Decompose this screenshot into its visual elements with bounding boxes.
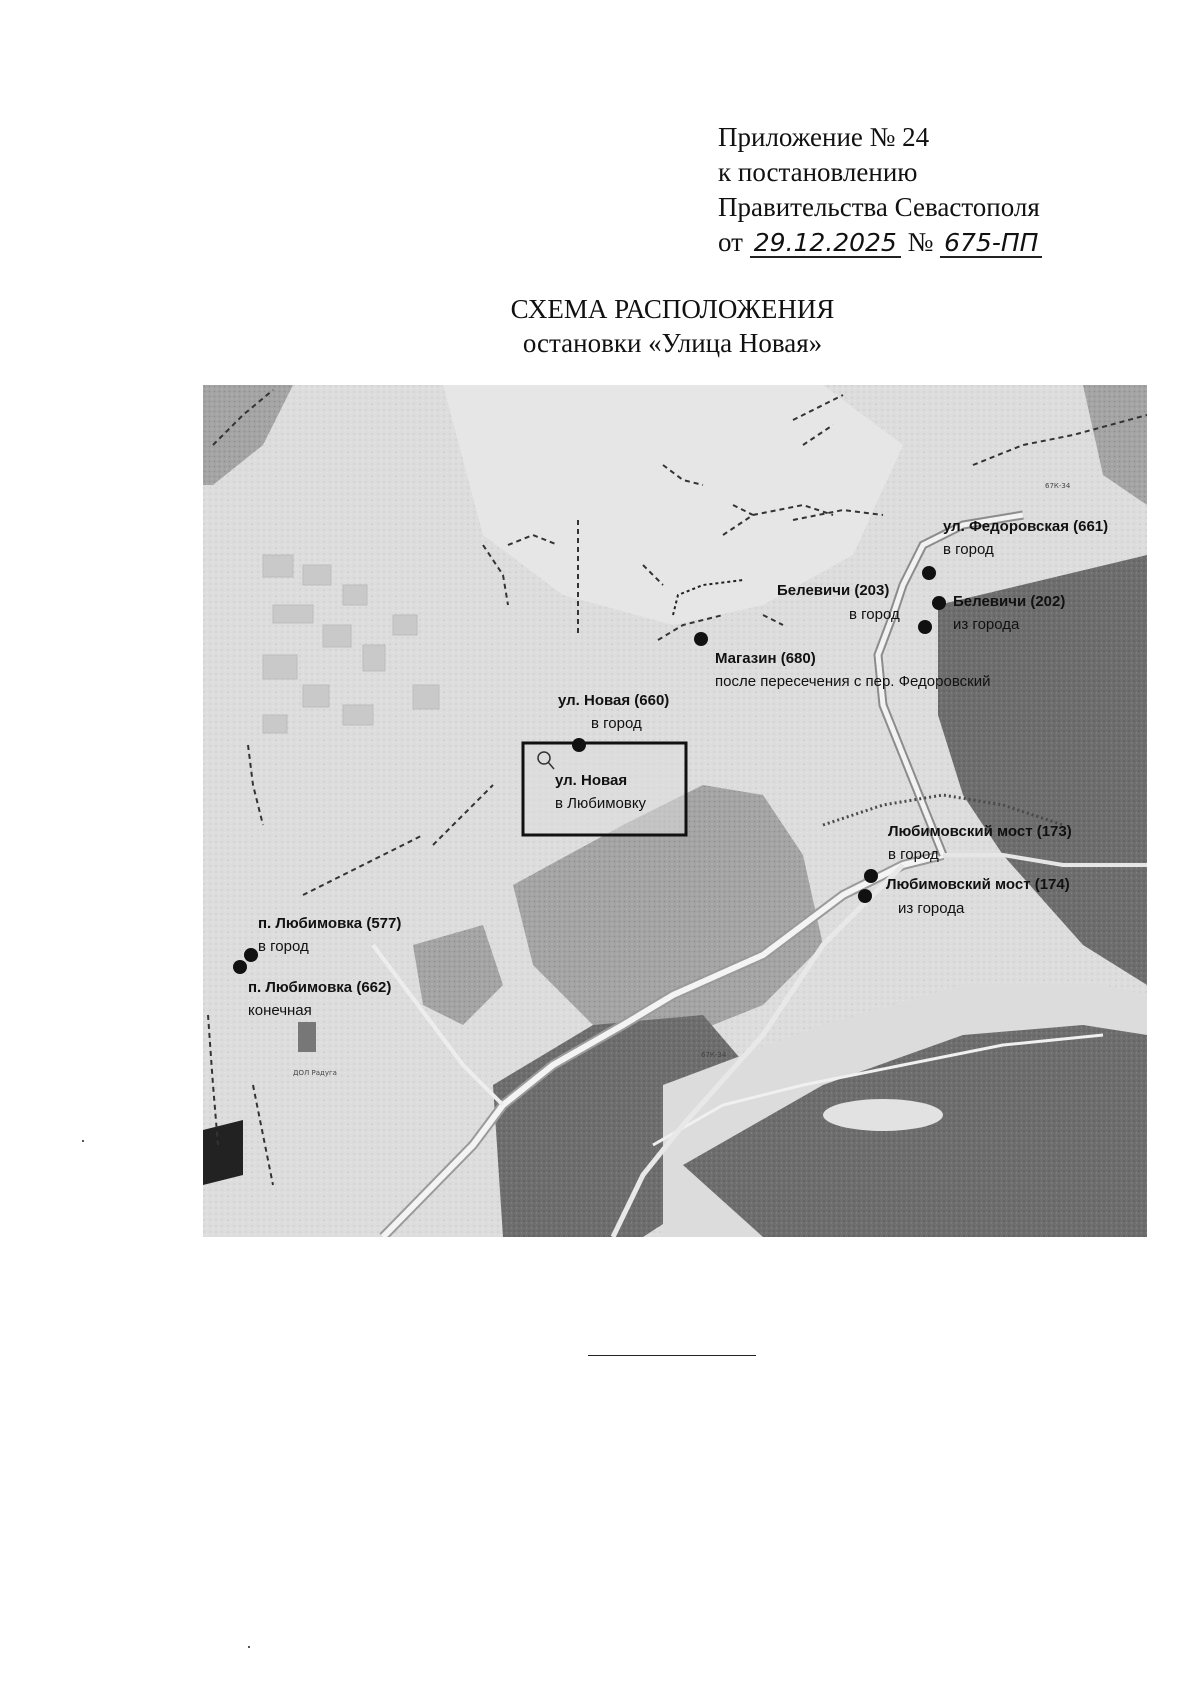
bus-stop-marker-icon: [864, 869, 878, 883]
appendix-line-3: Правительства Севастополя: [718, 192, 1040, 222]
bus-stop-marker-icon: [918, 620, 932, 634]
stop-dir-660: в город: [591, 715, 642, 732]
appendix-block: [718, 120, 1042, 260]
stop-dir-680: после пересечения с пер. Федоровский: [715, 673, 991, 690]
handwritten-date: 29.12.2025: [750, 230, 901, 258]
highlight-label-line-2: в Любимовку: [555, 795, 647, 812]
appendix-line-2: к постановлению: [718, 157, 918, 187]
location-map: [203, 385, 1147, 1237]
map-canvas: [203, 385, 1147, 1237]
document-title: [0, 292, 1200, 360]
bus-stop-marker-icon: [932, 596, 946, 610]
stop-dir-203: в город: [849, 606, 900, 623]
stop-label-577: п. Любимовка (577): [258, 915, 402, 932]
stop-label-203: Белевичи (203): [777, 582, 890, 599]
scan-speck: [248, 1646, 250, 1648]
stop-label-202: Белевичи (202): [953, 593, 1066, 610]
stop-label-660: ул. Новая (660): [558, 692, 670, 709]
stop-label-680: Магазин (680): [715, 650, 816, 667]
stop-dir-173: в город: [888, 846, 939, 863]
river-island: [823, 1099, 943, 1131]
bus-stop-marker-icon: [694, 632, 708, 646]
stop-label-173: Любимовский мост (173): [888, 823, 1072, 840]
handwritten-number: 675-ПП: [940, 230, 1042, 258]
road-code-label-1: 67К-34: [1045, 482, 1071, 490]
bus-stop-marker-icon: [572, 738, 586, 752]
title-line-2: остановки «Улица Новая»: [522, 328, 823, 358]
bus-stop-marker-icon: [858, 889, 872, 903]
place-label: ДОЛ Радуга: [293, 1069, 337, 1077]
stop-label-662: п. Любимовка (662): [248, 979, 392, 996]
stop-dir-174: из города: [898, 900, 965, 917]
road-code-label-2: 67К-34: [701, 1051, 727, 1059]
highlight-label-line-1: ул. Новая: [555, 772, 628, 789]
appendix-line-1: Приложение № 24: [718, 122, 930, 152]
dark-corner-south-west: [203, 1120, 243, 1185]
stop-label-174: Любимовский мост (174): [886, 876, 1070, 893]
stop-dir-662: конечная: [248, 1002, 312, 1019]
bus-stop-marker-icon: [244, 948, 258, 962]
stop-dir-661: в город: [943, 541, 994, 558]
stop-dir-577: в город: [258, 938, 309, 955]
stop-dir-202: из города: [953, 616, 1020, 633]
appendix-line-4: [718, 225, 1042, 260]
number-prefix: №: [907, 227, 934, 257]
dark-building: [298, 1022, 316, 1052]
date-prefix: от: [718, 227, 743, 257]
closing-rule: [588, 1355, 756, 1356]
highlight-box: [523, 743, 686, 835]
title-line-1: СХЕМА РАСПОЛОЖЕНИЯ: [510, 294, 835, 324]
bus-stop-marker-icon: [922, 566, 936, 580]
stop-label-661: ул. Федоровская (661): [943, 518, 1109, 535]
scan-speck: [82, 1140, 84, 1142]
bus-stop-marker-icon: [233, 960, 247, 974]
